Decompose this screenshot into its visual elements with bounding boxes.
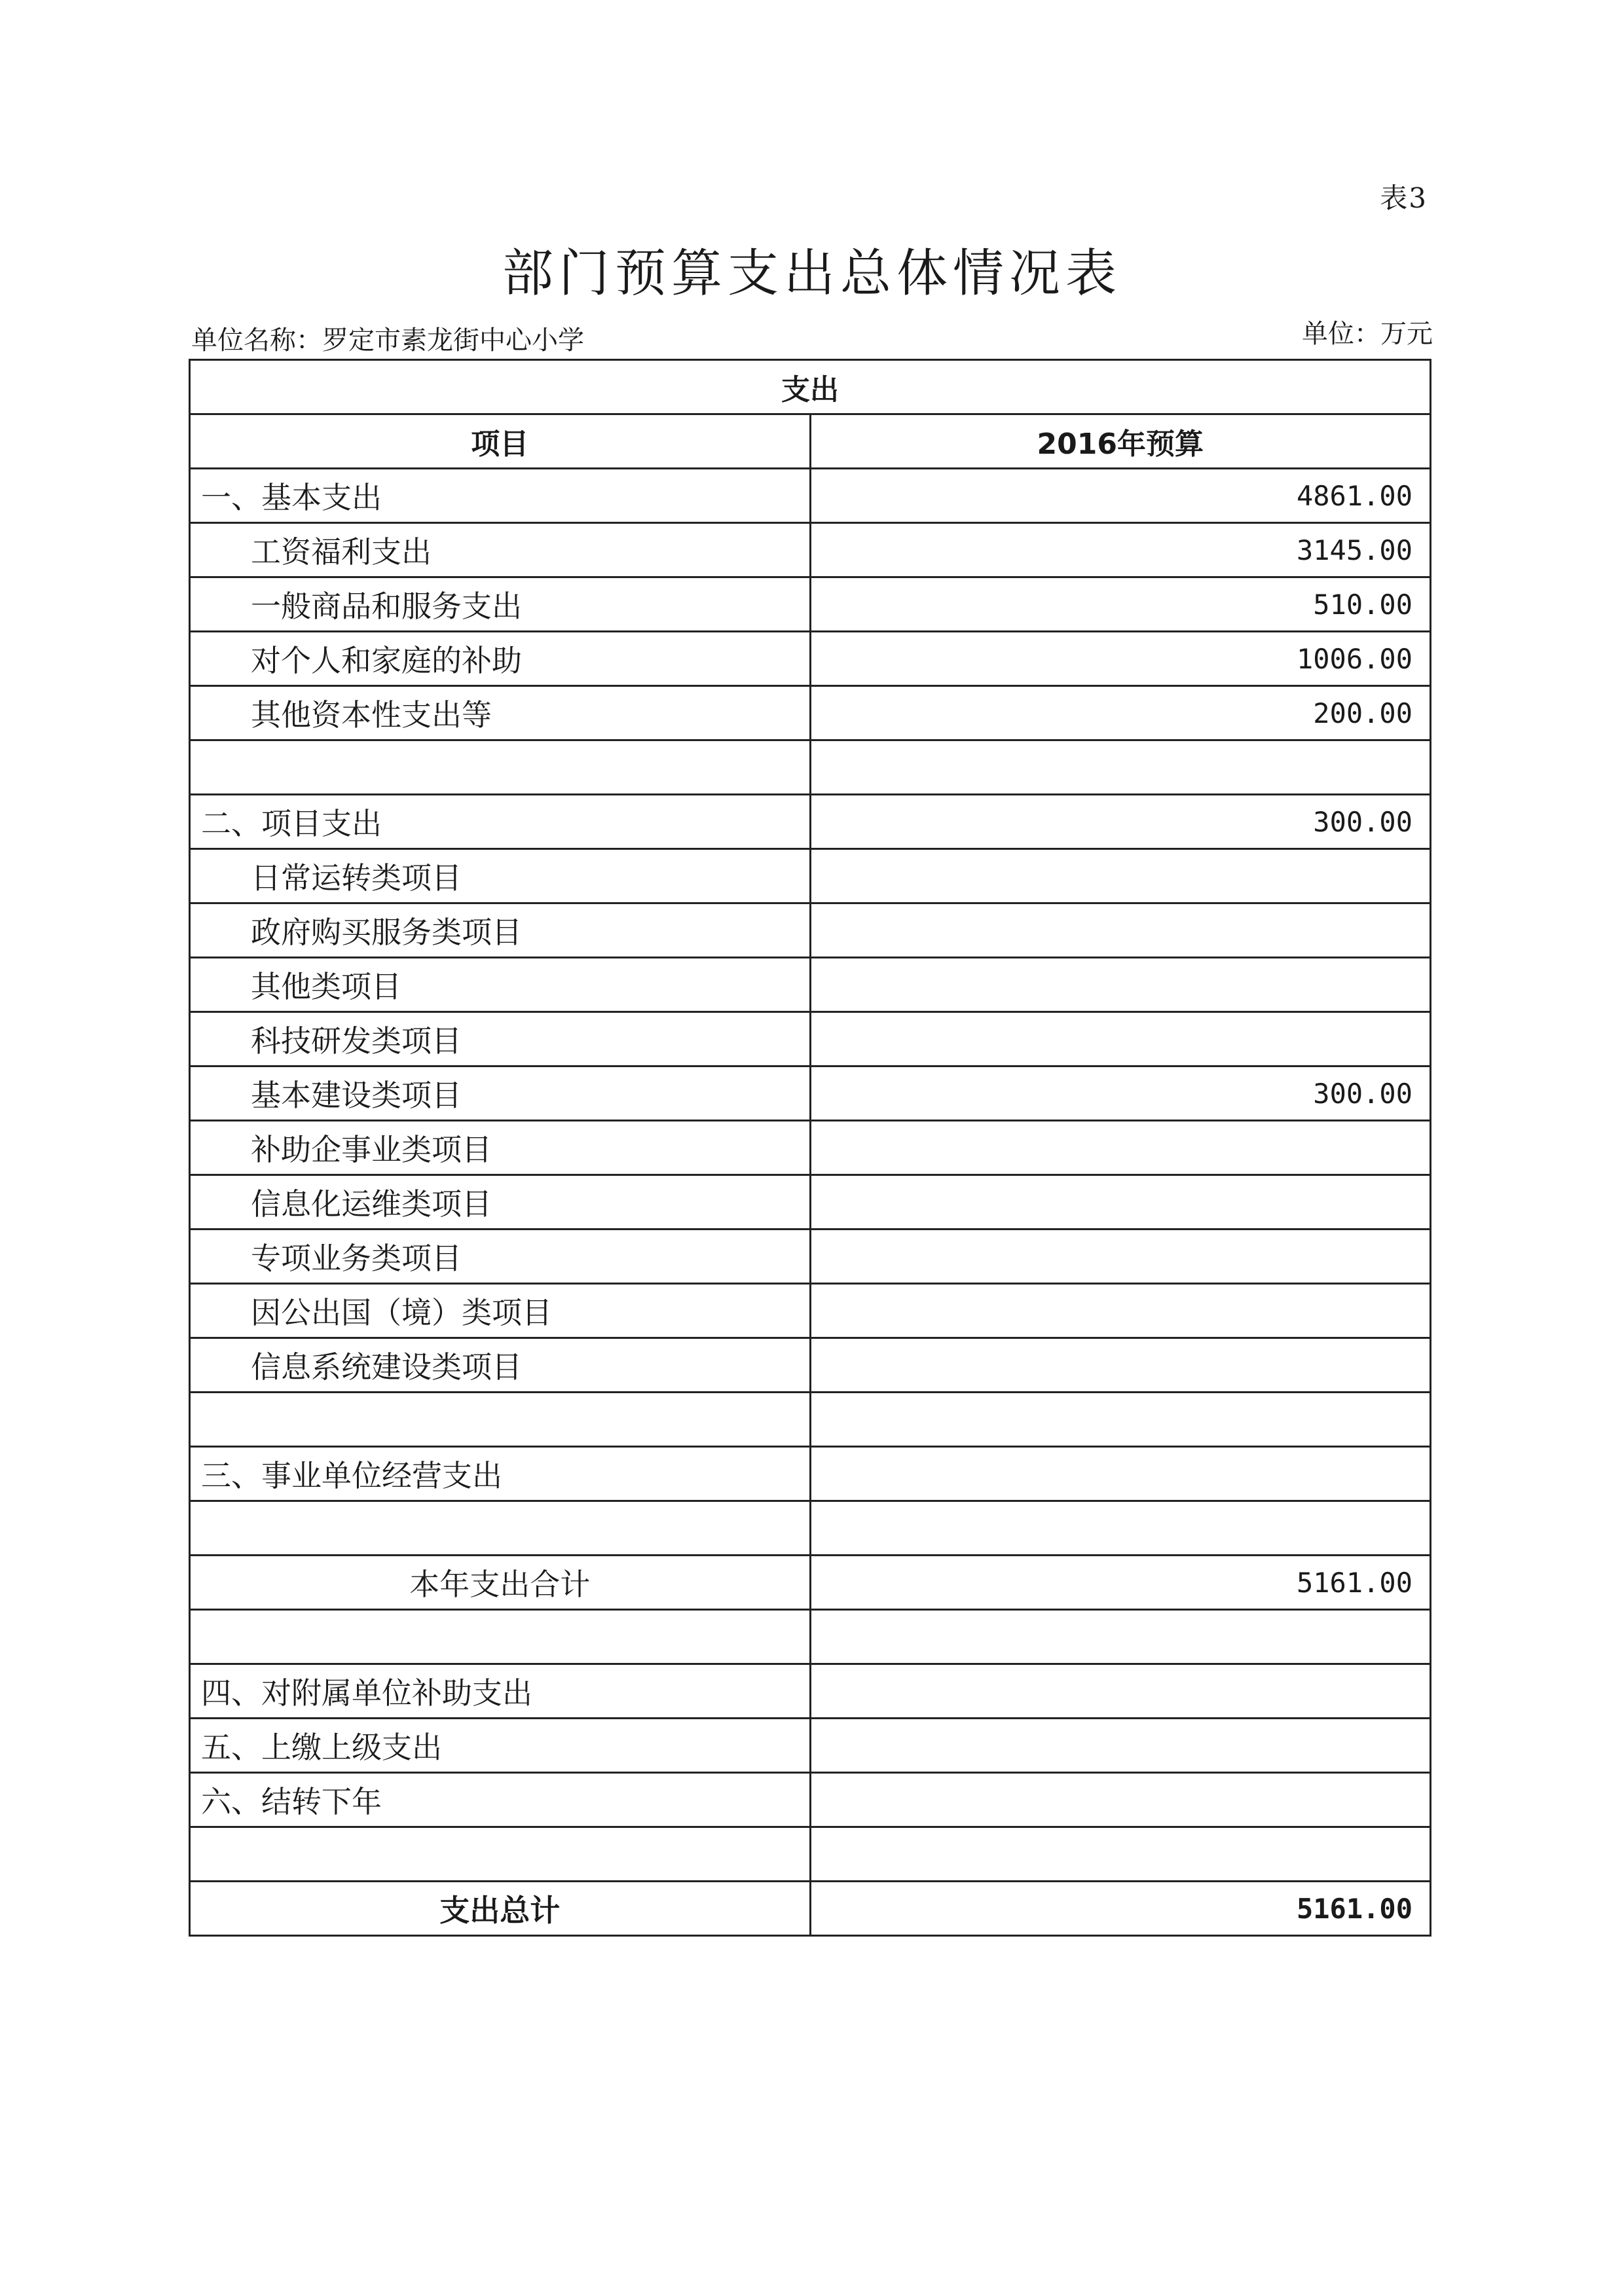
column-header-item: 项目 <box>190 414 811 469</box>
row-value <box>810 1719 1431 1773</box>
row-label: 其他类项目 <box>190 958 811 1012</box>
table-row <box>190 1175 1431 1230</box>
row-value <box>810 1447 1431 1501</box>
table-row <box>190 1827 1431 1882</box>
row-value <box>810 849 1431 903</box>
row-value: 510.00 <box>810 577 1431 632</box>
row-label: 专项业务类项目 <box>190 1230 811 1284</box>
table-row <box>190 1121 1431 1175</box>
row-label <box>190 1610 811 1664</box>
row-label: 其他资本性支出等 <box>190 686 811 740</box>
table-row <box>190 1501 1431 1556</box>
row-value <box>810 740 1431 795</box>
subtotal-value: 5161.00 <box>810 1556 1431 1610</box>
row-label: 日常运转类项目 <box>190 849 811 903</box>
row-value <box>810 903 1431 958</box>
grand-total-row <box>190 1882 1431 1936</box>
column-header-budget: 2016年预算 <box>810 414 1431 469</box>
table-row <box>190 469 1431 523</box>
unit-name: 单位名称：罗定市素龙街中心小学 <box>191 325 584 355</box>
page-title: 部门预算支出总体情况表 <box>502 244 1122 303</box>
section-header: 支出 <box>190 360 1431 414</box>
row-value <box>810 1664 1431 1719</box>
row-label: 四、对附属单位补助支出 <box>190 1664 811 1719</box>
table-row <box>190 1719 1431 1773</box>
row-label <box>190 1393 811 1447</box>
table-row <box>190 1012 1431 1066</box>
row-value: 300.00 <box>810 1066 1431 1121</box>
row-label: 五、上缴上级支出 <box>190 1719 811 1773</box>
row-value <box>810 1284 1431 1338</box>
row-value <box>810 1501 1431 1556</box>
row-label: 因公出国（境）类项目 <box>190 1284 811 1338</box>
row-label: 信息化运维类项目 <box>190 1175 811 1230</box>
table-row <box>190 1338 1431 1393</box>
row-value: 1006.00 <box>810 632 1431 686</box>
row-label: 信息系统建设类项目 <box>190 1338 811 1393</box>
row-value: 3145.00 <box>810 523 1431 577</box>
row-label: 基本建设类项目 <box>190 1066 811 1121</box>
row-label <box>190 1827 811 1882</box>
table-row <box>190 740 1431 795</box>
row-value: 4861.00 <box>810 469 1431 523</box>
row-value <box>810 1610 1431 1664</box>
row-label: 对个人和家庭的补助 <box>190 632 811 686</box>
row-label: 三、事业单位经营支出 <box>190 1447 811 1501</box>
table-row <box>190 1664 1431 1719</box>
row-label: 二、项目支出 <box>190 795 811 849</box>
table-number: 表3 <box>1380 182 1428 214</box>
table-row <box>190 577 1431 632</box>
table-row <box>190 1393 1431 1447</box>
grand-total-label: 支出总计 <box>190 1882 811 1936</box>
table-row <box>190 903 1431 958</box>
row-value <box>810 1012 1431 1066</box>
table-row <box>190 632 1431 686</box>
row-label: 政府购买服务类项目 <box>190 903 811 958</box>
table-row <box>190 1066 1431 1121</box>
table-row <box>190 1284 1431 1338</box>
row-label: 一、基本支出 <box>190 469 811 523</box>
row-label <box>190 1501 811 1556</box>
table-row <box>190 849 1431 903</box>
row-label: 六、结转下年 <box>190 1773 811 1827</box>
row-value <box>810 1393 1431 1447</box>
row-value <box>810 1175 1431 1230</box>
row-label: 工资福利支出 <box>190 523 811 577</box>
row-value: 300.00 <box>810 795 1431 849</box>
table-row <box>190 686 1431 740</box>
table-row <box>190 1610 1431 1664</box>
row-value <box>810 1827 1431 1882</box>
unit-label: 单位：万元 <box>1302 319 1433 349</box>
row-label <box>190 740 811 795</box>
table-row <box>190 1230 1431 1284</box>
row-label: 补助企事业类项目 <box>190 1121 811 1175</box>
table-row <box>190 1773 1431 1827</box>
table-row <box>190 958 1431 1012</box>
grand-total-value: 5161.00 <box>810 1882 1431 1936</box>
row-label: 科技研发类项目 <box>190 1012 811 1066</box>
table-row <box>190 523 1431 577</box>
row-value: 200.00 <box>810 686 1431 740</box>
row-value <box>810 958 1431 1012</box>
row-value <box>810 1121 1431 1175</box>
section-header-row <box>190 360 1431 414</box>
subtotal-row <box>190 1556 1431 1610</box>
subtotal-label: 本年支出合计 <box>190 1556 811 1610</box>
table-row <box>190 1447 1431 1501</box>
row-value <box>810 1338 1431 1393</box>
row-value <box>810 1773 1431 1827</box>
table-row <box>190 795 1431 849</box>
budget-table <box>189 359 1431 1937</box>
row-value <box>810 1230 1431 1284</box>
column-header-row <box>190 414 1431 469</box>
row-label: 一般商品和服务支出 <box>190 577 811 632</box>
